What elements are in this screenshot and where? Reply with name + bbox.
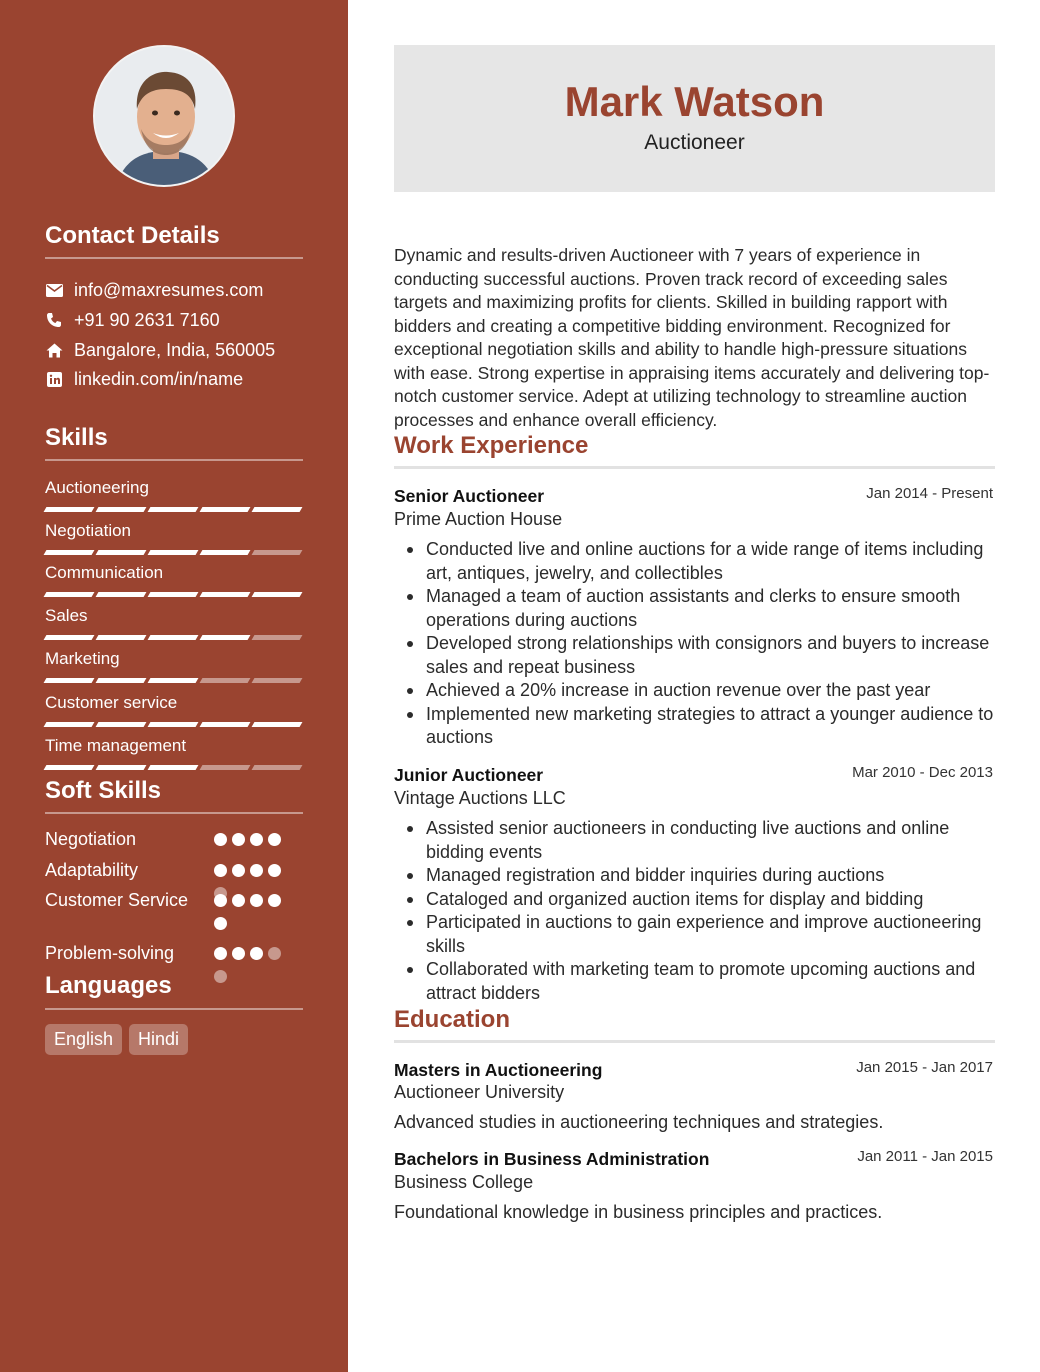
soft-skill-item [45, 828, 303, 851]
skill-bar-segment [96, 635, 147, 640]
skill-name: Auctioneering [45, 478, 149, 497]
skill-bar-segment [44, 592, 95, 597]
skill-name: Marketing [45, 649, 120, 668]
rating-dot [268, 833, 281, 846]
candidate-role: Auctioneer [644, 131, 745, 154]
phone-icon [45, 311, 63, 329]
degree-dates: Jan 2011 - Jan 2015 [857, 1148, 993, 1165]
language-chip: English [45, 1024, 122, 1055]
rating-dot [214, 894, 227, 907]
contact-linkedin-text: linkedin.com/in/name [74, 368, 244, 389]
skill-bar-segment [148, 722, 199, 727]
skill-bar-segment [96, 678, 147, 683]
skill-bar-segment [148, 635, 199, 640]
skill-bar-segment [148, 765, 199, 770]
skill-name: Negotiation [45, 521, 132, 540]
skill-bar-segment [200, 507, 251, 512]
soft-skill-name: Customer Service [45, 890, 189, 910]
profile-photo [93, 45, 235, 187]
divider [45, 459, 303, 461]
divider [45, 1008, 303, 1010]
degree-description: Advanced studies in auctioneering techniques and strategies. [394, 1112, 884, 1132]
job-company: Prime Auction House [394, 509, 563, 529]
skill-bar-segment [200, 635, 251, 640]
candidate-name: Mark Watson [564, 78, 825, 125]
rating-dot [268, 894, 281, 907]
rating-dot [250, 894, 263, 907]
rating-dot [250, 864, 263, 877]
degree-title: Bachelors in Business Administration [394, 1149, 710, 1169]
soft-skill-name: Problem-solving [45, 943, 175, 963]
job-title: Senior Auctioneer [394, 486, 545, 506]
rating-dot [214, 970, 227, 983]
skill-level-bar [45, 592, 303, 597]
skill-bar-segment [200, 550, 251, 555]
skill-level-bar [45, 635, 303, 640]
skill-item [45, 605, 303, 640]
divider [45, 257, 303, 259]
degree-dates: Jan 2015 - Jan 2017 [856, 1059, 993, 1076]
skill-bar-segment [148, 592, 199, 597]
skill-item [45, 692, 303, 727]
job-bullet: Managed a team of auction assistants and clerks to ensure smooth operations during auctions [394, 585, 995, 632]
work-section-title: Work Experience [394, 432, 589, 459]
divider [45, 812, 303, 814]
contact-address [45, 339, 275, 361]
job-bullet: Managed registration and bidder inquiries during auctions [394, 864, 995, 888]
rating-dot [250, 833, 263, 846]
job-bullet: Assisted senior auctioneers in conducting live auctions and online bidding events [394, 817, 995, 864]
skill-name: Customer service [45, 693, 178, 712]
skill-bar-segment [148, 678, 199, 683]
skill-bar-segment [96, 592, 147, 597]
school-name: Auctioneer University [394, 1082, 565, 1102]
skill-bar-segment [44, 550, 95, 555]
divider [394, 466, 995, 469]
skill-bar-segment [252, 765, 303, 770]
skill-bar-segment [44, 678, 95, 683]
skill-bar-segment [200, 722, 251, 727]
rating-dot [214, 917, 227, 930]
profile-summary: Dynamic and results-driven Auctioneer with 7 years of experience in conducting successful auctions. Proven track record of exceeding sales targets and maximizing profits for clients. Skilled in building rapport with bidders and creating a competitive bidding environment. Recognized for exceptional negotiation skills and ability to handle high-pressure situations with ease. Strong expertise in appraising items accurately and delivering top-notch customer service. Adept at utilizing technology to streamline auction processes and enhance overall efficiency. [394, 245, 990, 430]
soft-skill-item [45, 859, 303, 882]
home-icon [45, 341, 63, 359]
language-chip: Hindi [129, 1024, 188, 1055]
skill-bar-segment [44, 635, 95, 640]
rating-dot [232, 833, 245, 846]
skill-bar-segment [96, 550, 147, 555]
skill-level-bar [45, 765, 303, 770]
job-company: Vintage Auctions LLC [394, 788, 566, 808]
skill-name: Communication [45, 563, 164, 582]
rating-dot [250, 947, 263, 960]
contact-address-text: Bangalore, India, 560005 [74, 339, 276, 360]
skill-bar-segment [252, 722, 303, 727]
soft-skills-section-title: Soft Skills [45, 777, 162, 804]
contact-phone[interactable] [45, 309, 220, 331]
skill-level-bar [45, 722, 303, 727]
job-bullet: Collaborated with marketing team to promote upcoming auctions and attract bidders [394, 958, 995, 1005]
contact-linkedin[interactable] [45, 368, 243, 390]
rating-dot [232, 947, 245, 960]
email-icon [45, 281, 63, 299]
job-dates: Mar 2010 - Dec 2013 [852, 764, 993, 781]
skill-bar-segment [148, 550, 199, 555]
job-title: Junior Auctioneer [394, 765, 544, 785]
skill-bar-segment [96, 765, 147, 770]
skill-level-bar [45, 550, 303, 555]
rating-dot [232, 894, 245, 907]
rating-dot [268, 864, 281, 877]
skill-bar-segment [44, 765, 95, 770]
skill-level-bar [45, 678, 303, 683]
skill-bar-segment [44, 722, 95, 727]
divider [394, 1040, 995, 1043]
contact-phone-text: +91 90 2631 7160 [74, 309, 220, 330]
job-bullet: Participated in auctions to gain experience and improve auctioneering skills [394, 911, 995, 958]
rating-dot [268, 947, 281, 960]
skills-section-title: Skills [45, 424, 108, 451]
skill-bar-segment [200, 592, 251, 597]
soft-skill-item [45, 889, 303, 912]
rating-dot [232, 864, 245, 877]
job-bullets [394, 817, 995, 1005]
skill-bar-segment [252, 592, 303, 597]
job-dates: Jan 2014 - Present [866, 485, 993, 502]
degree-title: Masters in Auctioneering [394, 1060, 603, 1080]
job-bullet: Achieved a 20% increase in auction revenue over the past year [394, 679, 995, 703]
rating-dot [214, 833, 227, 846]
skill-bar-segment [96, 722, 147, 727]
soft-skill-item [45, 942, 303, 965]
skill-item [45, 735, 303, 770]
skill-item [45, 520, 303, 555]
education-section-title: Education [394, 1006, 511, 1033]
job-bullet: Implemented new marketing strategies to attract a younger audience to auctions [394, 703, 995, 750]
degree-description: Foundational knowledge in business principles and practices. [394, 1202, 883, 1222]
skill-bar-segment [252, 550, 303, 555]
school-name: Business College [394, 1172, 534, 1192]
skill-bar-segment [96, 507, 147, 512]
skill-item [45, 477, 303, 512]
sidebar [0, 0, 348, 1372]
skill-bar-segment [252, 678, 303, 683]
skill-level-bar [45, 507, 303, 512]
skill-bar-segment [252, 635, 303, 640]
skill-item [45, 562, 303, 597]
job-bullet: Developed strong relationships with consignors and buyers to increase sales and repeat business [394, 632, 995, 679]
skill-bar-segment [252, 507, 303, 512]
rating-dot [214, 947, 227, 960]
skill-name: Sales [45, 606, 88, 625]
skill-bar-segment [148, 507, 199, 512]
skill-bar-segment [200, 678, 251, 683]
soft-skill-name: Adaptability [45, 860, 139, 880]
contact-email-text: info@maxresumes.com [74, 279, 264, 300]
skill-name: Time management [45, 736, 187, 755]
rating-dot [214, 864, 227, 877]
skill-bar-segment [200, 765, 251, 770]
skill-item [45, 648, 303, 683]
contact-section-title: Contact Details [45, 222, 220, 249]
job-bullet: Cataloged and organized auction items for display and bidding [394, 888, 995, 912]
soft-skill-name: Negotiation [45, 829, 137, 849]
contact-email[interactable] [45, 279, 263, 301]
job-bullets [394, 538, 995, 750]
job-bullet: Conducted live and online auctions for a wide range of items including art, antiques, jewelry, and collectibles [394, 538, 995, 585]
skill-bar-segment [44, 507, 95, 512]
linkedin-icon [45, 370, 63, 388]
languages-section-title: Languages [45, 972, 172, 999]
